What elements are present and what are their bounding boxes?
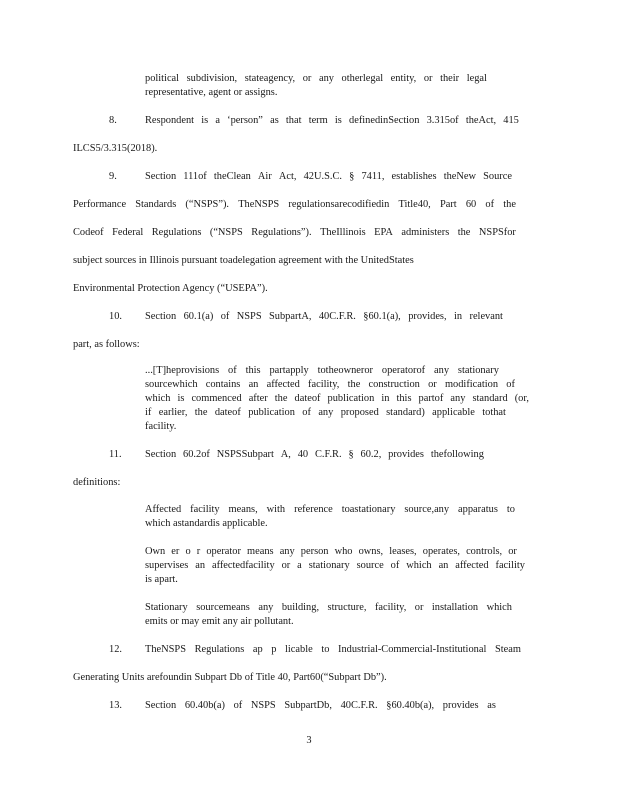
text-line: ILCS5/3.315(2018). <box>73 143 158 154</box>
text-line: Generating Units arefoundin Subpart Db of Title 40, Part60(“Subpart Db”). <box>73 672 387 683</box>
paragraph-number: 8. <box>109 115 117 126</box>
text-line: Section 111of theClean Air Act, 42U.S.C. § 7411, establishes theNew Source <box>145 171 512 182</box>
paragraph-number: 10. <box>109 311 122 322</box>
text-line: Section 60.1(a) of NSPS SubpartA, 40C.F.R. §60.1(a), provides, in relevant <box>145 311 503 322</box>
text-line: which is commenced after the dateof publication in this partof any standard (or, <box>145 393 529 404</box>
text-line: sourcewhich contains an affected facility, the construction or modification of <box>145 379 515 390</box>
text-line: Section 60.2of NSPSSubpart A, 40 C.F.R. § 60.2, provides thefollowing <box>145 449 484 460</box>
paragraph-number: 12. <box>109 644 122 655</box>
paragraph-number: 11. <box>109 449 122 460</box>
text-line: TheNSPS Regulations ap p licable to Industrial-Commercial-Institutional Steam <box>145 644 521 655</box>
text-line: is apart. <box>145 574 178 585</box>
text-line: Stationary sourcemeans any building, structure, facility, or installation which <box>145 602 512 613</box>
text-line: facility. <box>145 421 177 432</box>
text-line: Affected facility means, with reference toastationary source,any apparatus to <box>145 504 515 515</box>
text-line: Codeof Federal Regulations (“NSPS Regulations”). TheIllinois EPA administers the NSPSfor <box>73 227 516 238</box>
paragraph-number: 9. <box>109 171 117 182</box>
text-line: Environmental Protection Agency (“USEPA”). <box>73 283 268 294</box>
text-line: definitions: <box>73 477 121 488</box>
text-line: political subdivision, stateagency, or any otherlegal entity, or their legal <box>145 73 487 84</box>
text-line: which astandardis applicable. <box>145 518 268 529</box>
text-line: part, as follows: <box>73 339 140 350</box>
text-line: supervises an affectedfacility or a stationary source of which an affected facility <box>145 560 525 571</box>
text-line: if earlier, the dateof publication of any proposed standard) applicable tothat <box>145 407 506 418</box>
text-line: Own er o r operator means any person who owns, leases, operates, controls, or <box>145 546 517 557</box>
text-line: subject sources in Illinois pursuant toadelegation agreement with the UnitedStates <box>73 255 414 266</box>
text-line: representative, agent or assigns. <box>145 87 278 98</box>
text-line: ...[T]heprovisions of this partapply totheowneror operatorof any stationary <box>145 365 499 376</box>
paragraph-number: 13. <box>109 700 122 711</box>
text-line: Performance Standards (“NSPS”). TheNSPS regulationsarecodifiedin Title40, Part 60 of the <box>73 199 516 210</box>
text-line: Section 60.40b(a) of NSPS SubpartDb, 40C.F.R. §60.40b(a), provides as <box>145 700 496 711</box>
text-line: emits or may emit any air pollutant. <box>145 616 294 627</box>
text-line: Respondent is a ‘person” as that term is definedinSection 3.315of theAct, 415 <box>145 115 519 126</box>
page-number: 3 <box>306 735 312 746</box>
